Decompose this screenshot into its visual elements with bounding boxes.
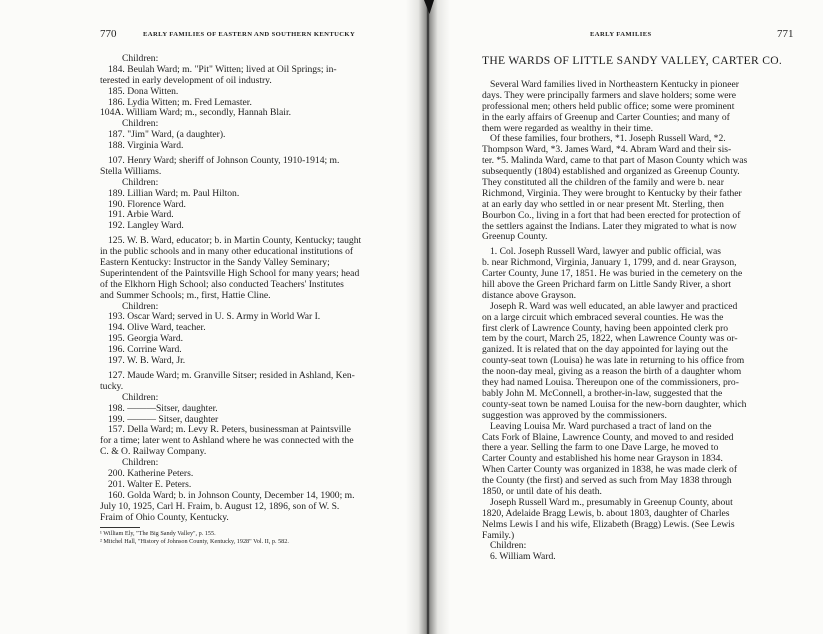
text-line: the noon-day meal, giving as a reason the birth of a daughter whom [482,366,742,378]
running-head: EARLY FAMILIES [590,31,652,38]
text-line: the settlers against the Indians. Later they migrated to what is now [482,220,737,232]
text-line: Carter County, June 17, 1851. He was buried in the cemetery on the [482,268,743,280]
text-line: Children: [122,176,159,188]
text-line: 199. ——— Sitser, daughter [108,413,219,425]
right-page-body [482,56,812,563]
text-line: of the Elkhorn High School; also conducted Teachers' Institutes [100,278,344,290]
text-line: ter. *5. Malinda Ward, came to that part of Mason County which was [482,155,748,167]
text-line: 185. Dona Witten. [108,85,179,97]
text-line: and Summer Schools; m., first, Hattie Cline. [100,289,271,301]
text-line: 157. Della Ward; m. Levy R. Peters, businessman at Paintsville [108,424,351,436]
text-line: 186. Lydia Witten; m. Fred Lemaster. [108,96,252,108]
text-line: Leaving Louisa Mr. Ward purchased a tract of land on the [490,420,712,432]
text-line: July 10, 1925, Carl H. Fraim, b. August 12, 1896, son of W. S. [100,500,340,512]
text-line: Carter County and established his home near Grayson in 1834. [482,453,723,465]
text-line: 200. Katherine Peters. [108,467,194,479]
text-line: 198. ———Sitser, daughter. [108,402,218,414]
page-number: 770 [100,28,117,40]
text-line: hill above the Green Prichard farm on Little Sandy River, a short [482,279,731,291]
text-line: 196. Corrine Ward. [108,344,182,356]
text-line: Richmond, Virginia. They were brought to Kentucky by their father [482,187,742,199]
text-line: b. near Richmond, Virginia, January 1, 1799, and d. near Grayson, [482,257,737,269]
text-line: They constituted all the children of the family and were b. near [482,177,724,189]
text-line: C. & O. Railway Company. [100,446,207,458]
text-line: for a time; later went to Ashland where he was connected with the [100,435,354,447]
text-line: county-seat town (Louisa) he was late in returning to his office from [482,355,745,367]
text-line: 160. Golda Ward; b. in Johnson County, December 14, 1900; m. [108,489,355,501]
text-line: When Carter County was organized in 1838, he was made clerk of [482,464,738,476]
right-page [440,0,823,634]
page-number: 771 [777,28,794,40]
text-line: Nelms Lewis I and his wife, Elizabeth (Bragg) Lewis. (See Lewis [482,518,735,530]
text-line: 184. Beulah Ward; m. "Pit" Witten; lived at Oil Springs; in- [108,63,337,75]
text-line: 107. Henry Ward; sheriff of Johnson County, 1910-1914; m. [108,155,340,167]
text-line: tem by the court, March 25, 1822, when Lawrence County was or- [482,333,738,345]
text-line: at an early day who settled in or near present Mt. Sterling, then [482,198,724,210]
text-line: them were regarded as wealthy in their time. [482,122,654,134]
text-line: subsequently (1804) established and organized as Greenup County. [482,166,740,178]
text-line: 194. Olive Ward, teacher. [108,322,206,334]
text-line: 104A. William Ward; m., secondly, Hannah Blair. [100,107,292,119]
text-line: county-seat town be named Louisa for the new-born daughter, which [482,398,747,410]
text-line: days. They were principally farmers and slave holders; some were [482,89,736,101]
footnote: ¹ William Ely, "The Big Sandy Valley", p. 155. [100,530,216,538]
text-line: in the public schools and in many other educational institutions of [100,246,354,258]
text-line: Several Ward families lived in Northeastern Kentucky in pioneer [490,79,739,90]
text-line: Children: [122,118,159,130]
left-page-body [100,54,410,546]
text-line: the County (the first) and served as such from May 1838 through [482,475,732,487]
text-line: Joseph Russell Ward m., presumably in Greenup County, about [490,496,733,508]
text-line: 6. William Ward. [490,551,556,563]
text-line: Greenup County. [482,231,548,243]
text-line: professional men; others held public office; some were prominent [482,100,735,112]
text-line: 187. "Jim" Ward, (a daughter). [108,129,226,141]
text-line: Children: [122,391,159,403]
text-line: suggestion was approved by the commissioners. [482,409,667,421]
text-line: there a year. Selling the farm to one Dave Large, he moved to [482,442,719,454]
text-line: Stella Williams. [100,165,162,177]
text-line: 127. Maude Ward; m. Granville Sitser; resided in Ashland, Ken- [108,369,355,381]
footnote: ² Mitchel Hall, "History of Johnson County, Kentucky, 1928" Vol. II, p. 582. [100,538,289,545]
text-line: 125. W. B. Ward, educator; b. in Martin County, Kentucky; taught [108,235,362,247]
text-line: Superintendent of the Paintsville High School for many years; head [100,267,360,279]
text-line: tucky. [100,380,124,392]
text-line: 189. Lillian Ward; m. Paul Hilton. [108,187,240,199]
text-line: Children: [490,540,527,552]
text-line: first clerk of Lawrence County, having been appointed clerk pro [482,322,729,334]
footnote-rule [100,527,140,528]
text-line: Joseph R. Ward was well educated, an able lawyer and practiced [490,300,738,312]
text-line: 1820, Adelaide Bragg Lewis, b. about 1803, daughter of Charles [482,507,730,519]
text-line: they had named Louisa. Thereupon one of the commissioners, pro- [482,377,739,389]
text-line: in the early affairs of Greenup and Carter Counties; and many of [482,111,730,123]
text-line: 201. Walter E. Peters. [108,478,192,490]
text-line: Thompson Ward, *3. James Ward, *4. Abram Ward and their sis- [482,144,732,156]
text-line: bably John M. McConnell, a brother-in-law, suggested that the [482,387,723,399]
text-line: 193. Oscar Ward; served in U. S. Army in World War I. [108,311,321,323]
text-line: 1. Col. Joseph Russell Ward, lawyer and public official, was [490,246,721,258]
text-line: 1850, or until date of his death. [482,485,602,497]
text-line: Children: [122,457,159,469]
text-line: 192. Langley Ward. [108,220,184,232]
text-line: Children: [122,53,159,64]
text-line: Of these families, four brothers, *1. Joseph Russell Ward, *2. [490,133,726,145]
text-line: 188. Virginia Ward. [108,140,184,152]
text-line: terested in early development of oil industry. [100,74,272,86]
text-line: on a large circuit which embraced several counties. He was the [482,311,724,323]
text-line: ganized. It is related that on the day appointed for laying out the [482,344,728,356]
text-line: Cats Fork of Blaine, Lawrence County, and moved to and resided [482,431,734,443]
text-line: 197. W. B. Ward, Jr. [108,355,186,367]
text-line: Eastern Kentucky: Instructor in the Sandy Valley Seminary; [100,257,330,269]
running-head: EARLY FAMILIES OF EASTERN AND SOUTHERN KENTUCKY [143,31,356,38]
text-line: 190. Florence Ward. [108,198,186,210]
text-line: Bourbon Co., living in a fort that had been erected for protection of [482,209,741,221]
text-line: distance above Grayson. [482,289,577,301]
text-line: 191. Arbie Ward. [108,209,174,221]
text-line: Family.) [482,529,515,541]
chapter-title: THE WARDS OF LITTLE SANDY VALLEY, CARTER CO. [482,54,783,67]
text-line: Children: [122,300,159,312]
text-line: Fraim of Ohio County, Kentucky. [100,511,229,523]
text-line: 195. Georgia Ward. [108,333,184,345]
